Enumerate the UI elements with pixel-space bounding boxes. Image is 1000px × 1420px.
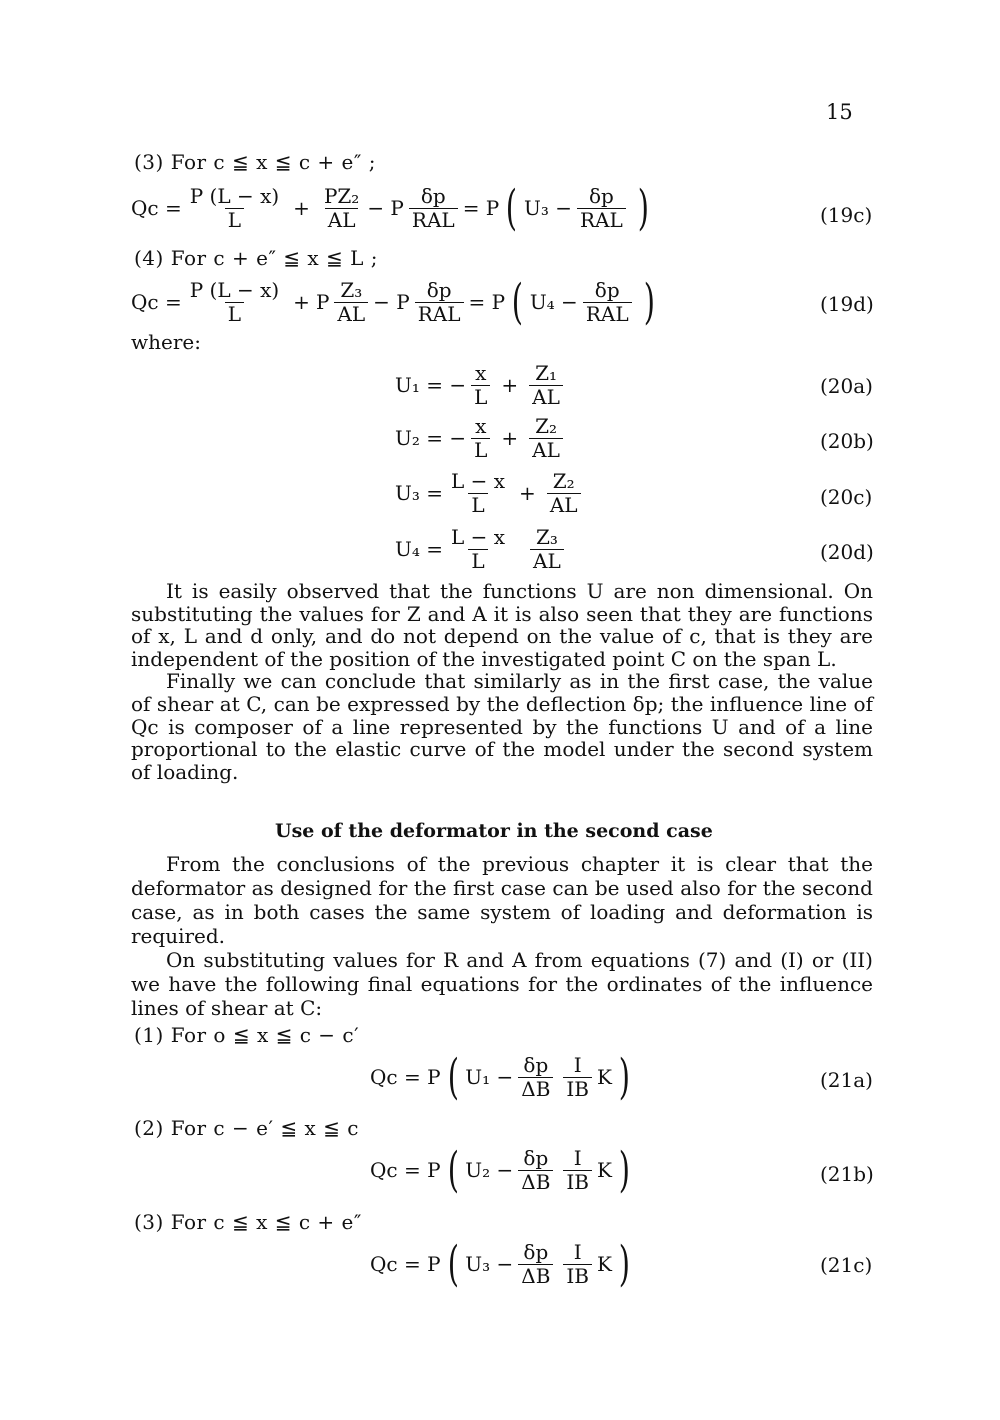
condition-b2: (2) For c − e′ ≦ x ≦ c bbox=[134, 1116, 359, 1140]
equation-19c: Qc = $\frac{P (L - x)}{L}$ + $\frac{\text{PZ₂}}{AL}$ − P δp RAL = P ( U₃ − δp RAL ) bbox=[131, 180, 649, 236]
equation-label-21c: (21c) bbox=[820, 1253, 873, 1277]
condition-3: (3) For c ≦ x ≦ c + e″ ; bbox=[134, 150, 376, 174]
condition-b3: (3) For c ≦ x ≦ c + e″ bbox=[134, 1210, 362, 1234]
equation-21a: Qc = P ( U₁ − $\frac{\delta p}{\Delta B}$ I IB K ) bbox=[370, 1049, 630, 1105]
equation-label-20b: (20b) bbox=[820, 429, 874, 453]
equation-label-19d: (19d) bbox=[820, 292, 874, 316]
equation-label-19c: (19c) bbox=[820, 203, 873, 227]
section-heading: Use of the deformator in the second case bbox=[275, 820, 713, 842]
paragraph-conclusion: Finally we can conclude that similarly as in the first case, the value of shear at C, can be expressed by the deflection δp; the influence line of Qc is composer of a line represented by the functions U and of a line proportional to the elastic curve of the model under the second system of loading. bbox=[131, 669, 873, 784]
where-label: where: bbox=[131, 330, 201, 354]
equation-20c: U₃ = $\frac{L - x}{L}$ + $\frac{\text{Z₂}}{AL}$ bbox=[395, 468, 586, 518]
page-number: 15 bbox=[826, 100, 853, 124]
equation-label-20c: (20c) bbox=[820, 485, 873, 509]
condition-b1: (1) For o ≦ x ≦ c − c′ bbox=[134, 1023, 360, 1047]
paragraph-final-equations: On substituting values for R and A from equations (7) and (I) or (II) we have the following final equations for the ordinates of the influence lines of shear at C: bbox=[131, 948, 873, 1020]
equation-19d: Qc = $\frac{P (L - x)}{L}$ + P Z₃ AL − P δp RAL = P ( U₄ − δp RAL ) bbox=[131, 274, 655, 330]
condition-4: (4) For c + e″ ≦ x ≦ L ; bbox=[134, 246, 379, 270]
equation-label-21b: (21b) bbox=[820, 1162, 874, 1186]
body-text-2 bbox=[131, 852, 873, 1020]
paragraph-deformator: From the conclusions of the previous chapter it is clear that the deformator as designed for the first case can be used also for the second case, as in both cases the same system of loading and deformation is required. bbox=[131, 852, 873, 948]
body-text-1 bbox=[131, 580, 873, 783]
equation-label-21a: (21a) bbox=[820, 1068, 873, 1092]
equation-20b: U₂ = − $\frac{x}{L}$ + $\frac{\text{Z₂}}{AL}$ bbox=[395, 413, 568, 463]
equation-label-20a: (20a) bbox=[820, 374, 873, 398]
equation-20d: U₄ = $\frac{L - x}{L}$ Z₃ AL bbox=[395, 524, 569, 574]
equation-label-20d: (20d) bbox=[820, 540, 874, 564]
equation-20a: U₁ = − $\frac{x}{L}$ + $\frac{\text{Z₁}}{AL}$ bbox=[395, 360, 568, 410]
equation-21b: Qc = P ( U₂ − $\frac{\delta p}{\Delta B}$ I IB K ) bbox=[370, 1142, 630, 1198]
equation-21c: Qc = P ( U₃ − $\frac{\delta p}{\Delta B}$ I IB K ) bbox=[370, 1236, 630, 1292]
paragraph-functions-u: It is easily observed that the functions U are non dimensional. On substituting the values for Z and A it is also seen that they are functions of x, L and d only, and do not depend on the value of c, that is they are independent of the position of the investigated point C on the span L. bbox=[131, 579, 873, 671]
